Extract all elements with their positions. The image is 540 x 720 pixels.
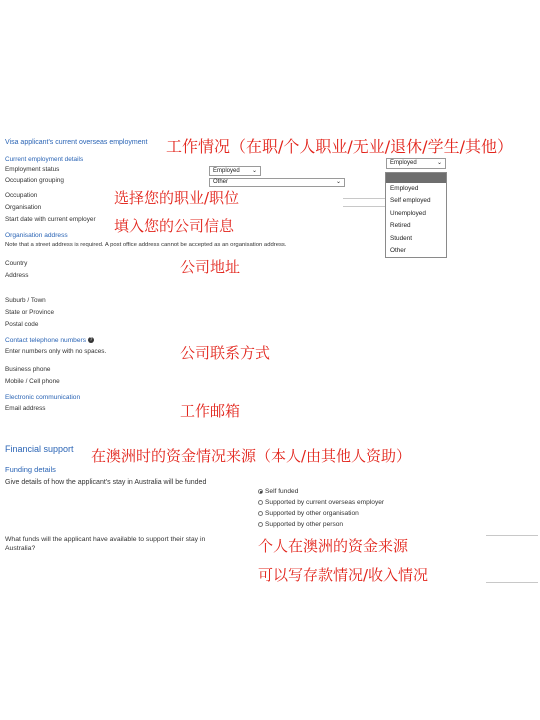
email-label: Email address (5, 405, 46, 412)
organisation-field[interactable] (343, 206, 385, 207)
funding-question: Give details of how the applicant's stay in Australia will be funded (5, 479, 207, 486)
employment-status-open-value: Employed (390, 160, 417, 166)
radio-selected-icon[interactable] (258, 489, 263, 494)
employment-status-select-open[interactable] (386, 158, 446, 169)
occupation-grouping-value: Other (213, 179, 229, 185)
annotation-company-address: 公司地址 (180, 258, 241, 276)
mobile-phone-label: Mobile / Cell phone (5, 378, 60, 385)
occupation-field[interactable] (343, 198, 385, 199)
funds-textarea-bottom[interactable] (486, 582, 538, 583)
organisation-label: Organisation (5, 204, 42, 211)
electronic-communication-title: Electronic communication (5, 394, 81, 401)
dropdown-option[interactable]: Student (390, 234, 413, 242)
radio-icon[interactable] (258, 522, 263, 527)
annotation-personal-funds: 个人在澳洲的资金来源 (258, 537, 409, 555)
address-title: Organisation address (5, 232, 68, 239)
radio-other-organisation[interactable] (258, 510, 359, 517)
dropdown-highlight (386, 173, 446, 183)
annotation-choose-occupation: 选择您的职业/职位 (114, 189, 240, 207)
chevron-down-icon: ⌄ (335, 179, 341, 185)
chevron-down-icon: ⌄ (436, 160, 442, 166)
radio-self-funded[interactable] (258, 488, 298, 495)
contact-title (5, 337, 94, 344)
employment-status-label: Employment status (5, 166, 60, 173)
suburb-label: Suburb / Town (5, 297, 46, 304)
contact-title-text: Contact telephone numbers (5, 337, 87, 344)
dropdown-option[interactable]: Self employed (390, 197, 431, 205)
radio-icon[interactable] (258, 511, 263, 516)
radio-label: Supported by current overseas employer (265, 499, 385, 506)
funds-question-line2: Australia? (5, 545, 36, 552)
start-date-label: Start date with current employer (5, 216, 96, 223)
address-note: Note that a street address is required. A post office address cannot be accepted as an organisation address. (5, 242, 287, 248)
postal-code-label: Postal code (5, 321, 39, 328)
chevron-down-icon: ⌄ (251, 168, 257, 174)
employment-status-dropdown-list[interactable] (385, 172, 447, 258)
occupation-grouping-select[interactable] (209, 178, 345, 187)
radio-icon[interactable] (258, 500, 263, 505)
annotation-savings-income: 可以写存款情况/收入情况 (258, 566, 429, 584)
occupation-label: Occupation (5, 192, 38, 199)
business-phone-label: Business phone (5, 366, 51, 373)
funding-details-title: Funding details (5, 465, 56, 474)
radio-label: Self funded (265, 488, 299, 495)
annotation-funding-source: 在澳洲时的资金情况来源（本人/由其他人资助） (91, 447, 412, 465)
funds-textarea-top[interactable] (486, 535, 538, 536)
state-label: State or Province (5, 309, 55, 316)
contact-note: Enter numbers only with no spaces. (5, 348, 107, 355)
radio-label: Supported by other organisation (265, 510, 359, 517)
annotation-company-contact: 公司联系方式 (180, 344, 271, 362)
help-icon[interactable]: ? (89, 337, 93, 343)
employment-section-title: Visa applicant's current overseas employment (5, 139, 148, 146)
dropdown-option[interactable]: Employed (390, 185, 419, 192)
annotation-company-info: 填入您的公司信息 (114, 217, 235, 235)
country-label: Country (5, 260, 28, 267)
employment-status-select[interactable] (209, 166, 261, 176)
funds-question-line1: What funds will the applicant have available to support their stay in (5, 536, 206, 543)
dropdown-option[interactable]: Other (390, 246, 406, 254)
employment-status-value: Employed (213, 168, 240, 174)
annotation-work-status: 工作情况（在职/个人职业/无业/退休/学生/其他） (166, 137, 513, 156)
dropdown-option[interactable]: Unemployed (390, 209, 426, 217)
radio-other-person[interactable] (258, 521, 343, 528)
address-label: Address (5, 272, 29, 279)
radio-overseas-employer[interactable] (258, 499, 384, 506)
financial-support-title: Financial support (5, 444, 74, 454)
radio-label: Supported by other person (265, 521, 344, 528)
annotation-work-email: 工作邮箱 (180, 402, 241, 420)
dropdown-option[interactable]: Retired (390, 222, 411, 230)
occupation-grouping-label: Occupation grouping (5, 177, 64, 184)
employment-subsection-title: Current employment details (5, 156, 84, 163)
